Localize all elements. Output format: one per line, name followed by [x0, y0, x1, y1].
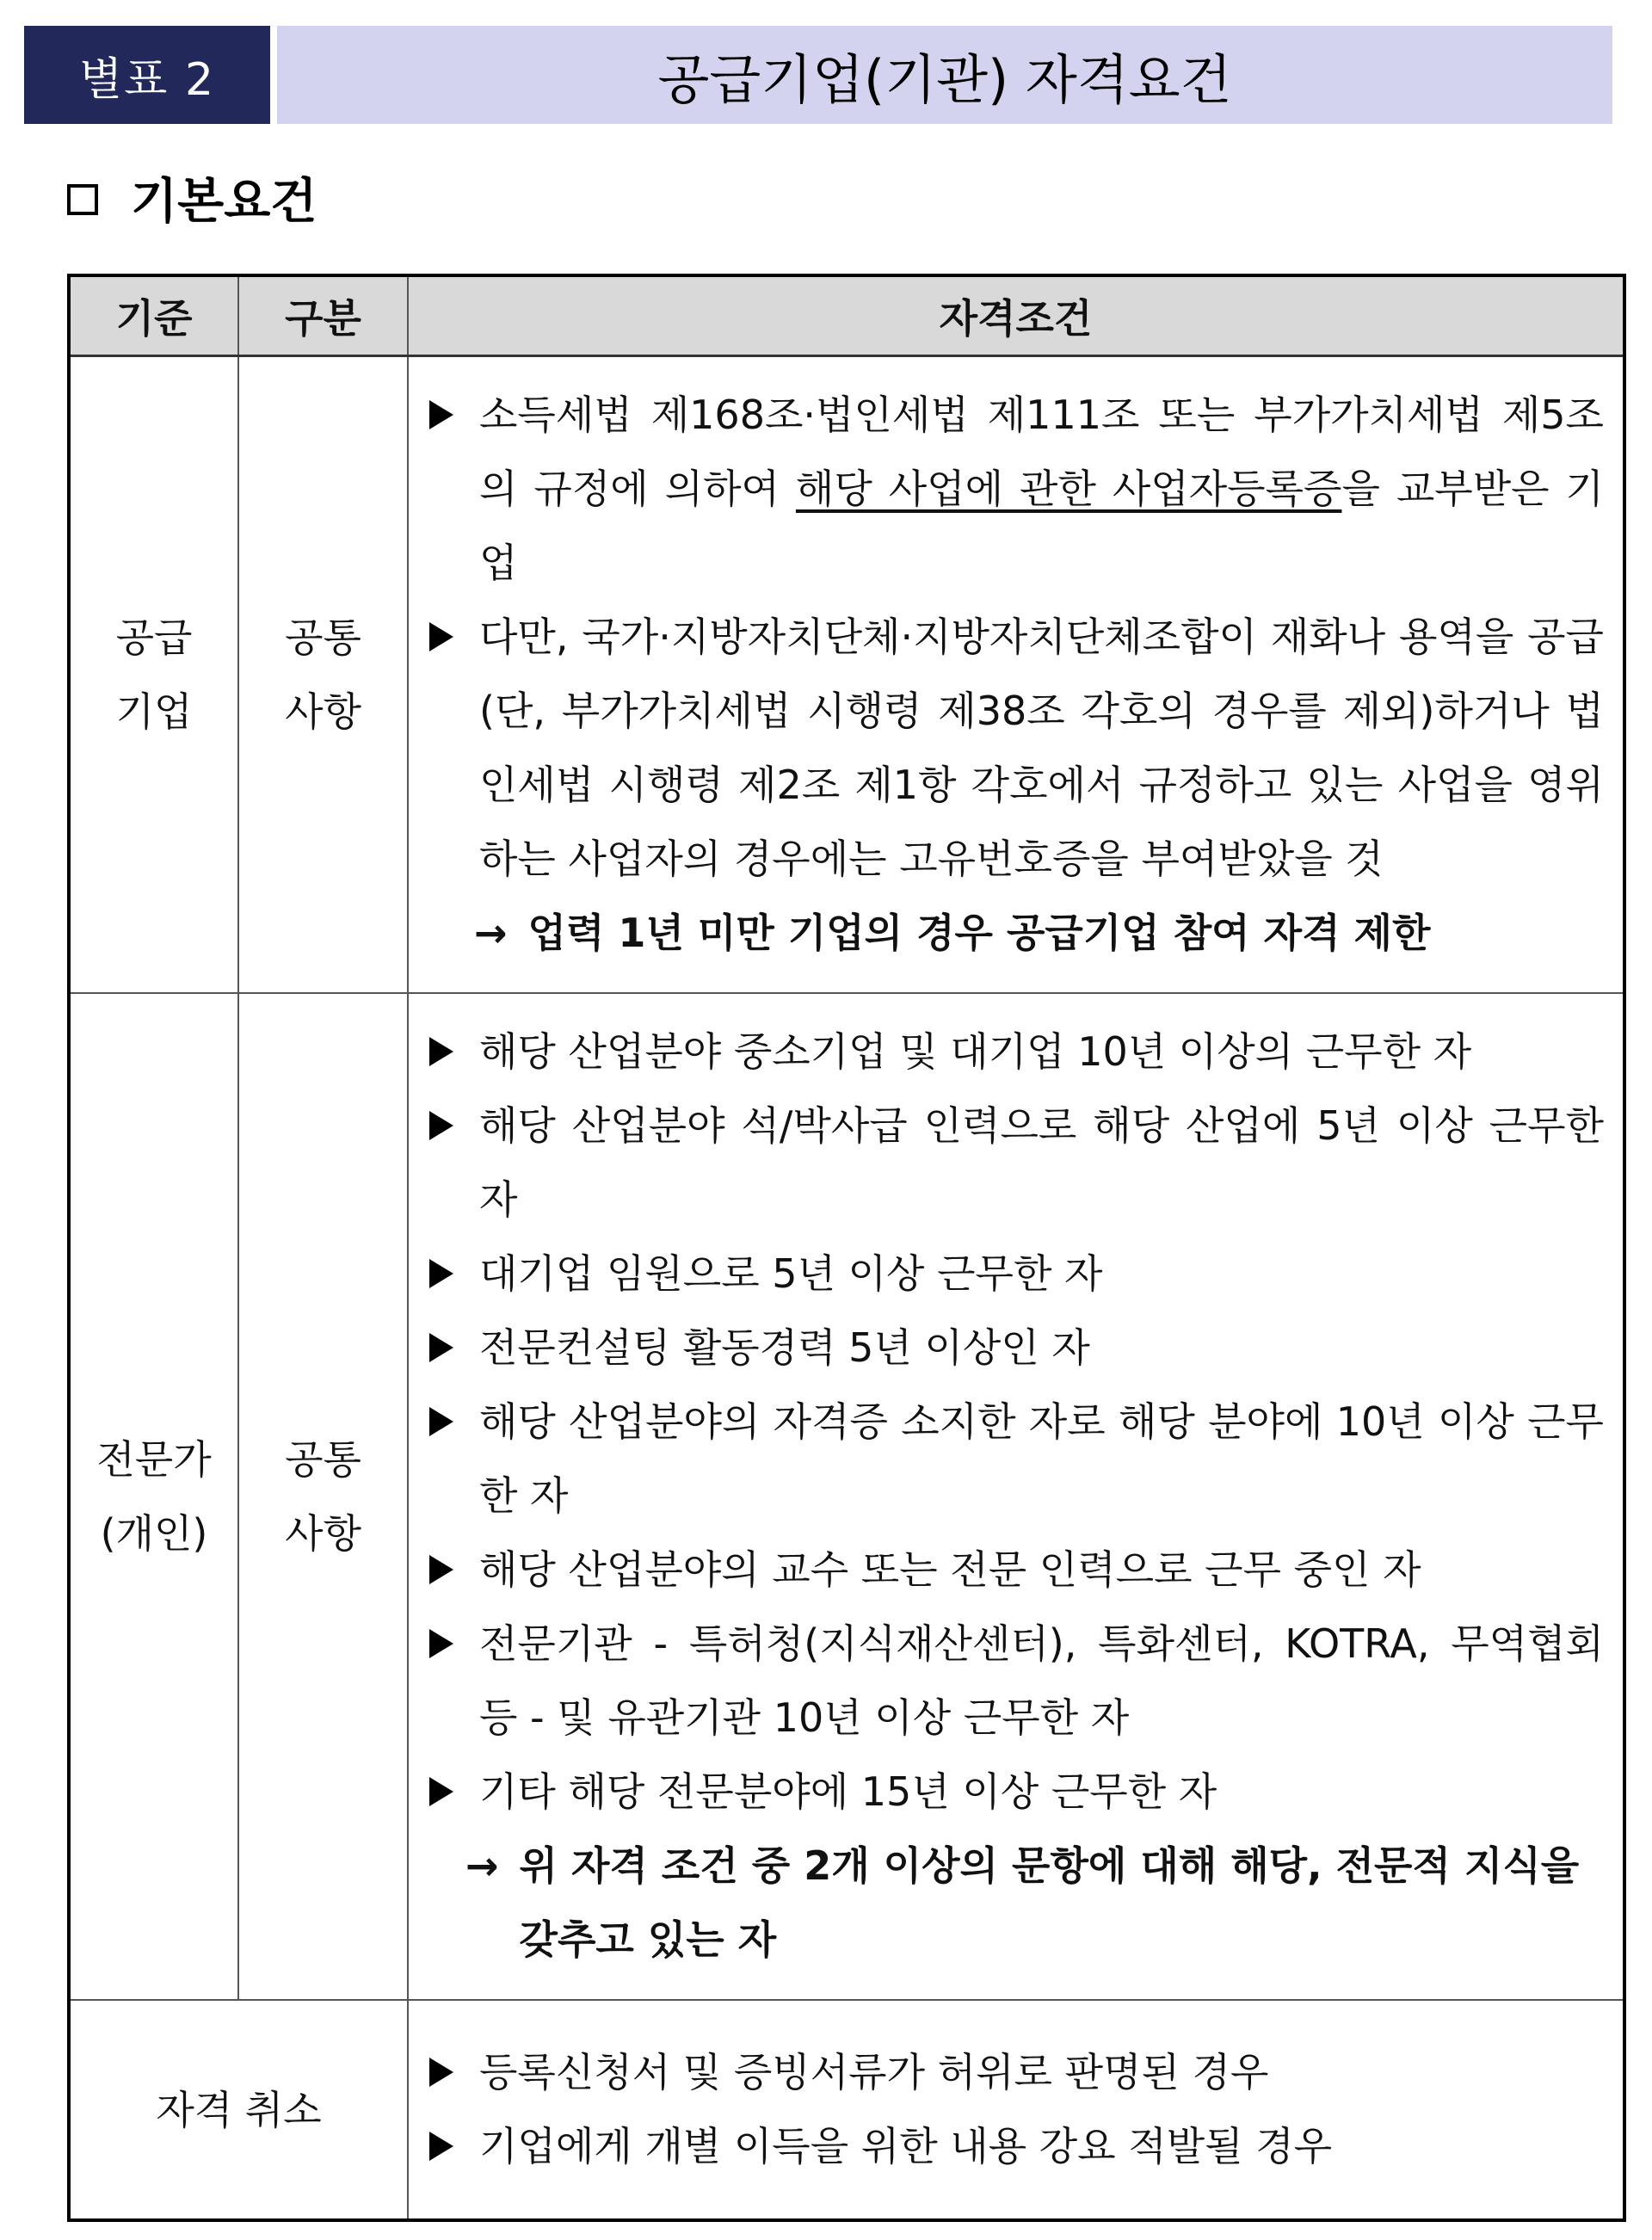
- category-cell: [238, 356, 408, 994]
- condition-text: 대기업 임원으로 5년 이상 근무한 자: [479, 1250, 1103, 1297]
- triangle-bullet-icon: [429, 1533, 453, 1607]
- page-title: 공급기업(기관) 자격요건: [277, 26, 1612, 124]
- triangle-bullet-icon: [429, 2109, 453, 2183]
- condition-text: 해당 산업분야 석/박사급 인력으로 해당 산업에 5년 이상 근무한 자: [479, 1102, 1604, 1223]
- condition-text: 해당 산업분야의 교수 또는 전문 인력으로 근무 중인 자: [479, 1546, 1421, 1593]
- table-row-expert: [69, 993, 1624, 2000]
- triangle-bullet-icon: [429, 2035, 453, 2109]
- criterion-cell: [69, 993, 238, 2000]
- empty-square-icon: [67, 184, 98, 215]
- condition-item: [429, 1311, 1604, 1385]
- criterion-line: 공급: [115, 614, 193, 661]
- condition-item: [429, 378, 1604, 600]
- triangle-bullet-icon: [429, 378, 453, 452]
- condition-item: [429, 1385, 1604, 1533]
- criterion-line: 기업: [115, 688, 193, 735]
- condition-text: 기업에게 개별 이득을 위한 내용 강요 적발될 경우: [479, 2122, 1333, 2169]
- category-line: 사항: [285, 1510, 361, 1557]
- qualification-note: [429, 1829, 1604, 1977]
- criterion-cell: [69, 356, 238, 994]
- condition-item: [429, 1533, 1604, 1607]
- header-category: 구분: [238, 275, 408, 356]
- condition-text: 해당 산업분야 중소기업 및 대기업 10년 이상의 근무한 자: [479, 1028, 1472, 1075]
- revocation-label: 자격 취소: [69, 2000, 408, 2220]
- condition-text: 소득세법 제168조·법인세법 제111조 또는 부가가치세법 제5조의 규정에 의하여 해당 사업에 관한 사업자등록증을 교부받은 기업: [479, 392, 1604, 586]
- table-row-company: [69, 356, 1624, 994]
- criterion-line: 전문가: [96, 1436, 212, 1483]
- condition-text: 다만, 국가·지방자치단체·지방자치단체조합이 재화나 용역을 공급(단, 부가가치세법 시행령 제38조 각호의 경우를 제외)하거나 법인세법 시행령 제2조 제1항 각호에서 규정하고 있는 사업을 영위하는 사업자의 경우에는 고유번호증을 부여받았을 것: [479, 614, 1604, 882]
- triangle-bullet-icon: [429, 1607, 453, 1681]
- category-line: 공통: [285, 614, 361, 661]
- condition-cell: [408, 356, 1624, 994]
- triangle-bullet-icon: [429, 600, 453, 674]
- table-header-row: [69, 275, 1624, 356]
- triangle-bullet-icon: [429, 1015, 453, 1089]
- condition-cell: [408, 993, 1624, 2000]
- category-line: 공통: [285, 1436, 361, 1483]
- header-criterion: 기준: [69, 275, 238, 356]
- restriction-note: [429, 896, 1604, 970]
- requirements-table: [67, 274, 1626, 2222]
- condition-item: [429, 1755, 1604, 1829]
- condition-item: [429, 1089, 1604, 1237]
- condition-item: [429, 2109, 1604, 2183]
- condition-text: 등록신청서 및 증빙서류가 허위로 판명된 경우: [479, 2048, 1269, 2095]
- condition-text: 기타 해당 전문분야에 15년 이상 근무한 자: [479, 1768, 1217, 1815]
- triangle-bullet-icon: [429, 1755, 453, 1829]
- arrow-right-icon: →: [465, 1842, 499, 1889]
- condition-item: [429, 2035, 1604, 2109]
- section-heading: [67, 164, 317, 232]
- header-condition: 자격조건: [408, 275, 1624, 356]
- condition-item: [429, 600, 1604, 896]
- condition-text: 전문컨설팅 활동경력 5년 이상인 자: [479, 1324, 1090, 1371]
- underlined-phrase: 해당 사업에 관한 사업자등록증: [795, 466, 1342, 512]
- note-text: 위 자격 조건 중 2개 이상의 문항에 대해 해당, 전문적 지식을 갖추고 있는 자: [519, 1842, 1580, 1963]
- triangle-bullet-icon: [429, 1089, 453, 1163]
- note-text: 업력 1년 미만 기업의 경우 공급기업 참여 자격 제한: [527, 910, 1431, 956]
- triangle-bullet-icon: [429, 1311, 453, 1385]
- category-line: 사항: [285, 688, 361, 735]
- condition-item: [429, 1607, 1604, 1755]
- arrow-right-icon: →: [474, 910, 508, 956]
- table-row-revocation: [69, 2000, 1624, 2220]
- category-cell: [238, 993, 408, 2000]
- section-title: 기본요건: [131, 174, 317, 230]
- triangle-bullet-icon: [429, 1385, 453, 1459]
- criterion-line: (개인): [100, 1510, 208, 1557]
- condition-cell: [408, 2000, 1624, 2220]
- triangle-bullet-icon: [429, 1237, 453, 1311]
- condition-item: [429, 1237, 1604, 1311]
- condition-text: 전문기관 - 특허청(지식재산센터), 특화센터, KOTRA, 무역협회 등 - 및 유관기관 10년 이상 근무한 자: [479, 1620, 1604, 1741]
- condition-text: 해당 산업분야의 자격증 소지한 자로 해당 분야에 10년 이상 근무한 자: [479, 1398, 1604, 1519]
- condition-item: [429, 1015, 1604, 1089]
- appendix-tag: 별표 2: [24, 26, 270, 124]
